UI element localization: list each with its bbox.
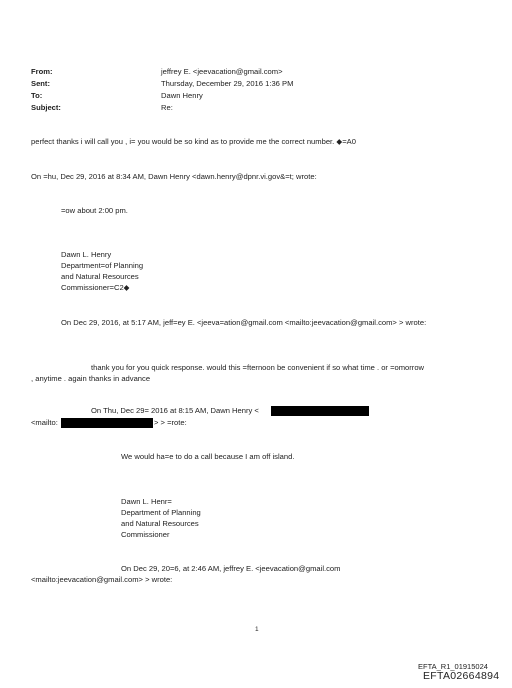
page-number: 1 <box>255 626 259 633</box>
redaction-box-1 <box>271 406 369 416</box>
document-reference-2: EFTA02664894 <box>423 670 500 682</box>
quote-text-2a: thank you for you quick response. would this =fternoon be convenient if so what time . or =omorrow <box>91 363 425 372</box>
quote-header-4-mailto: <mailto:jeevacation@gmail.com> > wrote: <box>31 575 173 584</box>
sent-label: Sent: <box>31 79 50 88</box>
from-label: From: <box>31 67 53 76</box>
quote-header-2: On Dec 29, 2016, at 5:17 AM, jeff=ey E. <jeeva=ation@gmail.com <mailto:jeevacation@gmail.com> > wrote: <box>61 318 427 327</box>
quote-header-4: On Dec 29, 20=6, at 2:46 AM, jeffrey E. <jeevacation@gmail.com <box>121 564 341 573</box>
signature-1-dept-2: and Natural Resources <box>61 272 139 281</box>
signature-2-title: Commissioner <box>121 530 170 539</box>
quote-header-3: On Thu, Dec 29= 2016 at 8:15 AM, Dawn Henry < <box>91 406 259 415</box>
quote-header-3-mailto: <mailto: <box>31 418 58 427</box>
quote-header-3-wrote: > > =rote: <box>154 418 187 427</box>
signature-1-dept-1: Department=of Planning <box>61 261 144 270</box>
to-label: To: <box>31 91 43 100</box>
quote-header-1: On =hu, Dec 29, 2016 at 8:34 AM, Dawn Henry <dawn.henry@dpnr.vi.gov&=t; wrote: <box>31 172 317 181</box>
document-reference-1: EFTA_R1_01915024 <box>418 662 488 671</box>
signature-2-dept-1: Department of Planning <box>121 508 201 517</box>
subject-value: Re: <box>161 103 173 112</box>
quote-text-3: We would ha=e to do a call because I am off island. <box>121 452 295 461</box>
reply-line: perfect thanks i will call you , i= you would be so kind as to provide me the correct number. ◆=A0 <box>31 137 356 146</box>
signature-1-title: Commissioner=C2◆ <box>61 283 130 292</box>
quote-text-1: =ow about 2:00 pm. <box>61 206 128 215</box>
signature-1-name: Dawn L. Henry <box>61 250 112 259</box>
signature-2-name: Dawn L. Henr= <box>121 497 172 506</box>
from-value: jeffrey E. <jeevacation@gmail.com> <box>161 67 283 76</box>
to-value: Dawn Henry <box>161 91 203 100</box>
sent-value: Thursday, December 29, 2016 1:36 PM <box>161 79 294 88</box>
quote-text-2b: , anytime . again thanks in advance <box>31 374 151 383</box>
redaction-box-2 <box>61 418 153 428</box>
signature-2-dept-2: and Natural Resources <box>121 519 199 528</box>
subject-label: Subject: <box>31 103 61 112</box>
